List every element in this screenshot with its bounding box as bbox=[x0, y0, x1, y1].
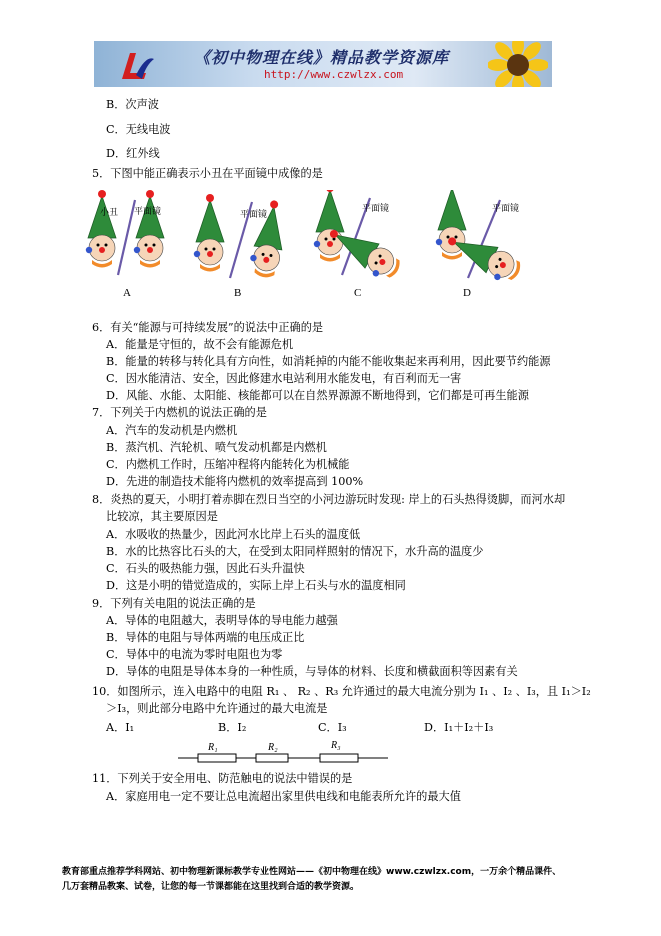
text-line: B．水的比热容比石头的大，在受到太阳同样照射的情况下，水升高的温度少 bbox=[106, 545, 484, 558]
header-title: 《初中物理在线》精品教学资源库 bbox=[194, 48, 450, 67]
mirror-label-d: 平面镜 bbox=[492, 204, 520, 214]
footer-line-2: 几万套精品教案、试卷，让您的每一节课都能在这里找到合适的教学资源。 bbox=[62, 882, 360, 892]
text-line: C．石头的吸热能力强，因此石头升温快 bbox=[106, 562, 305, 575]
text-line: C．导体中的电流为零时电阻也为零 bbox=[106, 648, 283, 661]
q10-option: A．I₁ bbox=[106, 721, 135, 734]
text-line: ＞I₃，则此部分电路中允许通过的最大电流是 bbox=[106, 702, 328, 715]
mirror-label-a: 平面镜 bbox=[134, 207, 162, 217]
text-line: C．内燃机工作时，压缩冲程将内能转化为机械能 bbox=[106, 458, 350, 471]
text-line: 11．下列关于安全用电、防范触电的说法中错误的是 bbox=[92, 772, 353, 785]
panel-label-a: A bbox=[123, 287, 131, 299]
q10-option: D．I₁＋I₂＋I₃ bbox=[424, 721, 494, 734]
mirror-label-b: 平面镜 bbox=[240, 210, 268, 220]
text-line: B．能量的转移与转化具有方向性，如消耗掉的内能不能收集起来再利用，因此要节约能源 bbox=[106, 355, 551, 368]
r3-label: R₃ bbox=[331, 740, 341, 751]
text-line: 比较凉，其主要原因是 bbox=[106, 510, 218, 523]
text-line: A．家庭用电一定不要让总电流超出家里供电线和电能表所允许的最大值 bbox=[106, 790, 461, 803]
text-line: D．风能、水能、太阳能、核能都可以在自然界源源不断地得到，它们都是可再生能源 bbox=[106, 389, 529, 402]
text-line: D．导体的电阻是导体本身的一种性质，与导体的材料、长度和横截面积等因素有关 bbox=[106, 665, 518, 678]
text-line: A．水吸收的热量少，因此河水比岸上石头的温度低 bbox=[106, 528, 361, 541]
q10-option: C．I₃ bbox=[318, 721, 347, 734]
panel-label-c: C bbox=[354, 287, 362, 299]
text-line: A．导体的电阻越大，表明导体的导电能力越强 bbox=[106, 614, 338, 627]
text-line: B．蒸汽机、汽轮机、喷气发动机都是内燃机 bbox=[106, 441, 327, 454]
text-line: 7．下列关于内燃机的说法正确的是 bbox=[92, 406, 267, 419]
text-line: D．先进的制造技术能将内燃机的效率提高到 100% bbox=[106, 475, 364, 488]
q10-option: B．I₂ bbox=[218, 721, 247, 734]
r2-label: R₂ bbox=[268, 742, 278, 753]
text-line: 8．炎热的夏天，小明打着赤脚在烈日当空的小河边游玩时发现: 岸上的石头热得烫脚，而河水却 bbox=[92, 493, 566, 506]
panel-label-b: B bbox=[234, 287, 242, 299]
text-line: 9．下列有关电阻的说法正确的是 bbox=[92, 597, 256, 610]
site-logo-icon bbox=[116, 45, 156, 85]
sunflower-icon bbox=[488, 41, 548, 87]
text-line: D．这是小明的错觉造成的，实际上岸上石头与水的温度相同 bbox=[106, 579, 406, 592]
text-line: A．能量是守恒的，故不会有能源危机 bbox=[106, 338, 294, 351]
text-line: B．导体的电阻与导体两端的电压成正比 bbox=[106, 631, 305, 644]
text-line: A．汽车的发动机是内燃机 bbox=[106, 424, 238, 437]
r1-label: R₁ bbox=[208, 742, 218, 753]
text-line: C．因水能清洁、安全，因此修建水电站利用水能发电，有百利而无一害 bbox=[106, 372, 462, 385]
text-line: 6．有关“能源与可持续发展”的说法中正确的是 bbox=[92, 321, 324, 334]
panel-a bbox=[86, 190, 164, 275]
footer-line-1: 教育部重点推荐学科网站、初中物理新课标教学专业性网站——《初中物理在线》www.czwlzx.com，一万余个精品课件、 bbox=[62, 867, 562, 877]
clown-label-a: 小丑 bbox=[100, 208, 119, 218]
text-line: 10．如图所示，连入电路中的电阻 R₁ 、 R₂ 、R₃ 允许通过的最大电流分别为 I₁ 、I₂ 、I₃，且 I₁＞I₂ bbox=[92, 685, 591, 698]
mirror-label-c: 平面镜 bbox=[362, 204, 390, 214]
text-line: B．次声波 bbox=[106, 98, 159, 111]
footer-note bbox=[62, 865, 622, 895]
panel-label-d: D bbox=[463, 287, 471, 299]
text-line: C．无线电波 bbox=[106, 123, 171, 136]
text-line: 5．下图中能正确表示小丑在平面镜中成像的是 bbox=[92, 167, 323, 180]
header-url[interactable]: http://www.czwlzx.com bbox=[264, 68, 404, 81]
panel-c bbox=[314, 190, 405, 285]
header-banner bbox=[94, 41, 552, 87]
text-line: D．红外线 bbox=[106, 147, 160, 160]
